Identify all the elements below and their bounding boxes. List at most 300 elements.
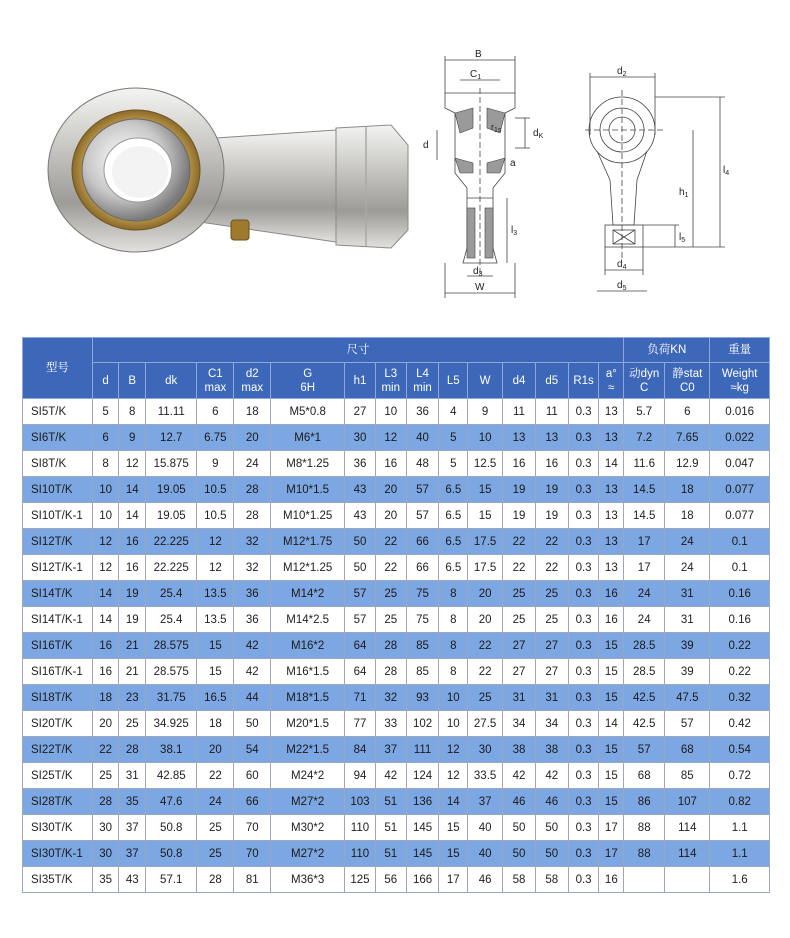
table-cell: 8 [439, 633, 468, 659]
model-cell: SI12T/K [23, 529, 93, 555]
dim-l4-label: $l_4$ [723, 165, 730, 177]
table-cell: 0.3 [568, 581, 599, 607]
table-cell: 25 [197, 815, 234, 841]
table-cell: 42.5 [624, 711, 665, 737]
table-cell: 24 [665, 529, 710, 555]
table-cell: 28 [375, 633, 406, 659]
table-cell: 15 [197, 633, 234, 659]
table-cell: 31 [535, 685, 568, 711]
table-cell: 85 [665, 763, 710, 789]
header-weight: 重量 [710, 338, 770, 363]
table-cell: 15 [599, 763, 624, 789]
rod-end-photo [36, 70, 416, 270]
table-cell: 22 [375, 555, 406, 581]
column-header [665, 363, 710, 399]
table-cell: M22*1.5 [271, 737, 345, 763]
table-cell: 10.5 [197, 477, 234, 503]
table-cell: 15 [468, 503, 503, 529]
table-cell: 11.11 [146, 399, 197, 425]
table-cell: 50.8 [146, 841, 197, 867]
table-cell: 28 [92, 789, 119, 815]
table-row [23, 581, 770, 607]
dim-d5-label: $d_5$ [617, 280, 627, 292]
table-cell: 5.7 [624, 399, 665, 425]
column-header-line2: C [640, 381, 649, 394]
table-cell: 34 [535, 711, 568, 737]
table-cell: 23 [119, 685, 146, 711]
table-cell: M12*1.25 [271, 555, 345, 581]
dim-l3-label: $l_3$ [511, 225, 518, 237]
table-cell: 0.3 [568, 659, 599, 685]
column-header [503, 363, 536, 399]
dim-d-label: d [423, 140, 429, 151]
table-cell: 0.42 [710, 711, 770, 737]
table-cell: 40 [406, 425, 439, 451]
table-cell: 84 [345, 737, 376, 763]
table-cell: 66 [406, 529, 439, 555]
dim-d2-label: $d_2$ [617, 66, 627, 78]
table-cell: 22 [535, 529, 568, 555]
table-cell: 14 [439, 789, 468, 815]
table-cell: 16 [503, 451, 536, 477]
table-cell: 110 [345, 815, 376, 841]
table-cell: 31 [665, 581, 710, 607]
column-header-line1: a° [605, 367, 617, 380]
table-cell: 13 [599, 503, 624, 529]
table-cell: 27 [535, 633, 568, 659]
model-cell: SI25T/K [23, 763, 93, 789]
table-cell: 31.75 [146, 685, 197, 711]
table-cell [665, 867, 710, 893]
spec-table [22, 337, 770, 893]
table-cell: 17 [439, 867, 468, 893]
spec-table-container [22, 337, 770, 893]
table-cell: 30 [345, 425, 376, 451]
table-cell: 21 [119, 633, 146, 659]
table-cell: 0.1 [710, 555, 770, 581]
table-cell: 10 [468, 425, 503, 451]
table-cell: 145 [406, 815, 439, 841]
table-cell: 114 [665, 815, 710, 841]
header-model: 型号 [23, 338, 93, 399]
table-cell: M5*0.8 [271, 399, 345, 425]
table-cell: 57.1 [146, 867, 197, 893]
table-cell: 57 [624, 737, 665, 763]
table-cell: 102 [406, 711, 439, 737]
table-cell: 21 [119, 659, 146, 685]
header-dimensions: 尺寸 [92, 338, 623, 363]
model-cell: SI5T/K [23, 399, 93, 425]
table-cell: 13 [599, 399, 624, 425]
table-cell: 13 [599, 425, 624, 451]
table-cell: 6.5 [439, 555, 468, 581]
table-cell: 0.3 [568, 399, 599, 425]
table-cell: 25 [197, 841, 234, 867]
table-cell: 44 [234, 685, 271, 711]
table-cell: 20 [234, 425, 271, 451]
table-cell: M16*1.5 [271, 659, 345, 685]
table-cell: M27*2 [271, 841, 345, 867]
table-cell: 85 [406, 633, 439, 659]
table-cell: 57 [406, 477, 439, 503]
table-cell: 5 [439, 451, 468, 477]
table-cell: 0.3 [568, 555, 599, 581]
dim-d4-label: $d_4$ [617, 259, 627, 271]
table-cell: 25 [375, 581, 406, 607]
table-cell: 17 [599, 815, 624, 841]
table-cell: 22 [503, 555, 536, 581]
table-cell: 0.3 [568, 633, 599, 659]
table-cell: 19 [119, 581, 146, 607]
table-cell: 68 [665, 737, 710, 763]
table-cell: 0.3 [568, 529, 599, 555]
table-cell: 10 [375, 399, 406, 425]
column-header-line1: 静stat [672, 367, 703, 380]
table-cell: 50 [503, 841, 536, 867]
table-cell: 0.3 [568, 477, 599, 503]
table-cell: 32 [234, 555, 271, 581]
table-cell: 36 [345, 451, 376, 477]
table-cell: 51 [375, 789, 406, 815]
table-row [23, 607, 770, 633]
table-cell: 28.5 [624, 659, 665, 685]
table-cell: 12 [197, 555, 234, 581]
table-cell: 16 [92, 659, 119, 685]
table-cell: M20*1.5 [271, 711, 345, 737]
table-cell: 166 [406, 867, 439, 893]
spec-table-body [23, 399, 770, 893]
table-cell: 42 [234, 633, 271, 659]
table-cell: 19 [119, 607, 146, 633]
table-cell: 24 [234, 451, 271, 477]
column-header-line1: L3 [384, 367, 398, 380]
table-cell: 12 [439, 737, 468, 763]
model-cell: SI14T/K [23, 581, 93, 607]
table-cell: 8 [119, 399, 146, 425]
table-cell: 20 [468, 607, 503, 633]
table-row [23, 815, 770, 841]
table-row [23, 425, 770, 451]
table-cell: 30 [92, 841, 119, 867]
table-cell: 13 [599, 529, 624, 555]
table-row [23, 867, 770, 893]
table-cell: 22.225 [146, 529, 197, 555]
table-cell: 8 [439, 607, 468, 633]
table-cell: 10 [439, 685, 468, 711]
column-header [468, 363, 503, 399]
table-cell: 46 [535, 789, 568, 815]
table-row [23, 477, 770, 503]
table-cell: 33 [375, 711, 406, 737]
table-cell: 0.3 [568, 451, 599, 477]
table-cell: 33.5 [468, 763, 503, 789]
table-cell: 88 [624, 841, 665, 867]
table-cell: 40 [468, 815, 503, 841]
dim-dK-label: $d_K$ [533, 128, 544, 140]
column-header-line1: d4 [512, 374, 526, 387]
table-cell: 85 [406, 659, 439, 685]
table-cell: 19 [503, 477, 536, 503]
table-cell: 110 [345, 841, 376, 867]
table-cell: 11 [535, 399, 568, 425]
table-cell: 28 [234, 477, 271, 503]
table-cell: 17.5 [468, 529, 503, 555]
column-header-line2: min [413, 381, 432, 394]
table-cell: 12 [375, 425, 406, 451]
model-cell: SI10T/K-1 [23, 503, 93, 529]
table-cell: 0.1 [710, 529, 770, 555]
model-cell: SI22T/K [23, 737, 93, 763]
table-cell: 56 [375, 867, 406, 893]
table-cell: 5 [92, 399, 119, 425]
column-header [599, 363, 624, 399]
table-cell: 81 [234, 867, 271, 893]
model-cell: SI35T/K [23, 867, 93, 893]
table-cell: 64 [345, 633, 376, 659]
table-cell: 39 [665, 659, 710, 685]
table-cell: 22 [92, 737, 119, 763]
table-cell: 42.85 [146, 763, 197, 789]
table-cell: 25 [535, 607, 568, 633]
table-cell: 0.32 [710, 685, 770, 711]
table-cell: 27 [535, 659, 568, 685]
table-cell: 10 [439, 711, 468, 737]
table-cell: 57 [665, 711, 710, 737]
table-cell: 42 [503, 763, 536, 789]
table-row [23, 399, 770, 425]
table-cell: 15 [197, 659, 234, 685]
table-cell: 35 [119, 789, 146, 815]
table-cell: 14.5 [624, 503, 665, 529]
table-cell: 38 [535, 737, 568, 763]
table-cell: 125 [345, 867, 376, 893]
table-cell: 0.72 [710, 763, 770, 789]
dim-d3-label: $d_3$ [473, 266, 483, 278]
table-cell: 9 [468, 399, 503, 425]
table-cell: 57 [345, 581, 376, 607]
table-cell: 22 [503, 529, 536, 555]
table-cell: 0.3 [568, 763, 599, 789]
table-cell: 114 [665, 841, 710, 867]
table-cell: 25 [92, 763, 119, 789]
table-cell: 17 [624, 529, 665, 555]
model-cell: SI16T/K-1 [23, 659, 93, 685]
dim-C1-label: $C_1$ [470, 69, 482, 81]
table-cell: 25 [503, 607, 536, 633]
table-row [23, 763, 770, 789]
table-cell: M10*1.5 [271, 477, 345, 503]
table-cell: 94 [345, 763, 376, 789]
table-cell: 12 [197, 529, 234, 555]
table-cell: 10.5 [197, 503, 234, 529]
table-cell: 58 [503, 867, 536, 893]
table-cell: 13.5 [197, 581, 234, 607]
table-cell: 18 [665, 503, 710, 529]
column-header-line1: d5 [545, 374, 559, 387]
table-cell: 1.6 [710, 867, 770, 893]
table-cell: 28 [234, 503, 271, 529]
column-header [406, 363, 439, 399]
table-cell: 47.5 [665, 685, 710, 711]
column-header-line1: L5 [446, 374, 460, 387]
table-cell: 12.9 [665, 451, 710, 477]
table-cell: 0.047 [710, 451, 770, 477]
table-cell: 0.3 [568, 737, 599, 763]
table-cell: 40 [468, 841, 503, 867]
table-cell: 7.65 [665, 425, 710, 451]
table-cell: 27.5 [468, 711, 503, 737]
table-cell: 28 [375, 659, 406, 685]
table-cell: 6 [197, 399, 234, 425]
column-header-line1: 动dyn [629, 367, 660, 380]
table-cell: 12.7 [146, 425, 197, 451]
column-header [624, 363, 665, 399]
column-header-line1: R1s [573, 374, 594, 387]
table-cell: 0.54 [710, 737, 770, 763]
table-cell: 75 [406, 581, 439, 607]
column-header [119, 363, 146, 399]
table-cell: 14 [599, 451, 624, 477]
table-cell: 43 [345, 503, 376, 529]
model-cell: SI28T/K [23, 789, 93, 815]
table-cell: 18 [92, 685, 119, 711]
table-cell: 14.5 [624, 477, 665, 503]
table-cell: 19 [535, 477, 568, 503]
table-cell: 31 [665, 607, 710, 633]
table-cell: 71 [345, 685, 376, 711]
column-header-line2: max [204, 381, 227, 394]
table-cell: 1.1 [710, 841, 770, 867]
table-row [23, 503, 770, 529]
table-cell: 22 [468, 633, 503, 659]
dim-W-label: W [475, 282, 485, 293]
table-cell: 28 [119, 737, 146, 763]
table-cell: 28 [197, 867, 234, 893]
table-cell: 17 [599, 841, 624, 867]
table-cell: 111 [406, 737, 439, 763]
column-header [234, 363, 271, 399]
table-cell: 14 [92, 581, 119, 607]
table-cell: 6.75 [197, 425, 234, 451]
table-cell: 145 [406, 841, 439, 867]
table-cell: M12*1.75 [271, 529, 345, 555]
table-cell: 0.3 [568, 815, 599, 841]
table-cell [624, 867, 665, 893]
column-header [375, 363, 406, 399]
table-row [23, 711, 770, 737]
table-cell: 88 [624, 815, 665, 841]
table-cell: 0.077 [710, 477, 770, 503]
table-cell: 5 [439, 425, 468, 451]
column-header-line2: 6H [300, 381, 316, 394]
table-row [23, 841, 770, 867]
table-cell: 37 [375, 737, 406, 763]
table-cell: 28.5 [624, 633, 665, 659]
table-cell: 0.82 [710, 789, 770, 815]
table-cell: 0.3 [568, 711, 599, 737]
table-cell: 19.05 [146, 477, 197, 503]
table-cell: 32 [375, 685, 406, 711]
table-cell: 43 [119, 867, 146, 893]
table-cell: 103 [345, 789, 376, 815]
table-cell: M24*2 [271, 763, 345, 789]
table-cell: 9 [197, 451, 234, 477]
table-cell: 36 [406, 399, 439, 425]
table-cell: 15.875 [146, 451, 197, 477]
table-cell: 93 [406, 685, 439, 711]
table-cell: 38.1 [146, 737, 197, 763]
column-header-line2: min [381, 381, 400, 394]
table-cell: 25 [468, 685, 503, 711]
table-cell: 50 [503, 815, 536, 841]
table-cell: 24 [197, 789, 234, 815]
table-row [23, 685, 770, 711]
table-cell: 57 [406, 503, 439, 529]
table-cell: 14 [92, 607, 119, 633]
table-cell: 1.1 [710, 815, 770, 841]
product-illustrations [0, 0, 790, 330]
table-cell: 17.5 [468, 555, 503, 581]
table-cell: 27 [345, 399, 376, 425]
table-cell: 46 [468, 867, 503, 893]
model-cell: SI20T/K [23, 711, 93, 737]
table-cell: 75 [406, 607, 439, 633]
table-cell: M10*1.25 [271, 503, 345, 529]
model-cell: SI30T/K [23, 815, 93, 841]
column-header-line1: dk [165, 374, 178, 387]
table-cell: 0.3 [568, 607, 599, 633]
column-header-line2: max [241, 381, 264, 394]
cross-section-drawing [415, 48, 575, 303]
table-cell: 12 [119, 451, 146, 477]
table-cell: 0.3 [568, 685, 599, 711]
table-cell: 18 [197, 711, 234, 737]
table-cell: 36 [234, 581, 271, 607]
column-header-line2: ≈kg [730, 381, 749, 394]
table-cell: 0.22 [710, 633, 770, 659]
table-cell: 10 [92, 503, 119, 529]
table-cell: 57 [345, 607, 376, 633]
dim-h1-label: $h_1$ [679, 187, 689, 199]
table-cell: 24 [624, 581, 665, 607]
table-cell: 17 [624, 555, 665, 581]
table-cell: 8 [439, 581, 468, 607]
table-cell: 6 [92, 425, 119, 451]
table-cell: 6 [665, 399, 710, 425]
table-cell: 0.077 [710, 503, 770, 529]
table-cell: 24 [624, 607, 665, 633]
table-cell: 16 [599, 581, 624, 607]
table-cell: M16*2 [271, 633, 345, 659]
table-cell: 46 [503, 789, 536, 815]
table-cell: 19.05 [146, 503, 197, 529]
table-cell: 11.6 [624, 451, 665, 477]
table-cell: 25.4 [146, 607, 197, 633]
column-header [439, 363, 468, 399]
table-cell: 22 [197, 763, 234, 789]
table-cell: M27*2 [271, 789, 345, 815]
table-cell: 70 [234, 841, 271, 867]
table-cell: 34 [503, 711, 536, 737]
table-cell: 25 [375, 607, 406, 633]
column-header-line1: W [479, 374, 491, 387]
table-cell: 14 [119, 477, 146, 503]
table-cell: 15 [599, 789, 624, 815]
table-cell: 15 [599, 737, 624, 763]
column-header [710, 363, 770, 399]
table-cell: 22 [468, 659, 503, 685]
column-header-row [23, 363, 770, 399]
